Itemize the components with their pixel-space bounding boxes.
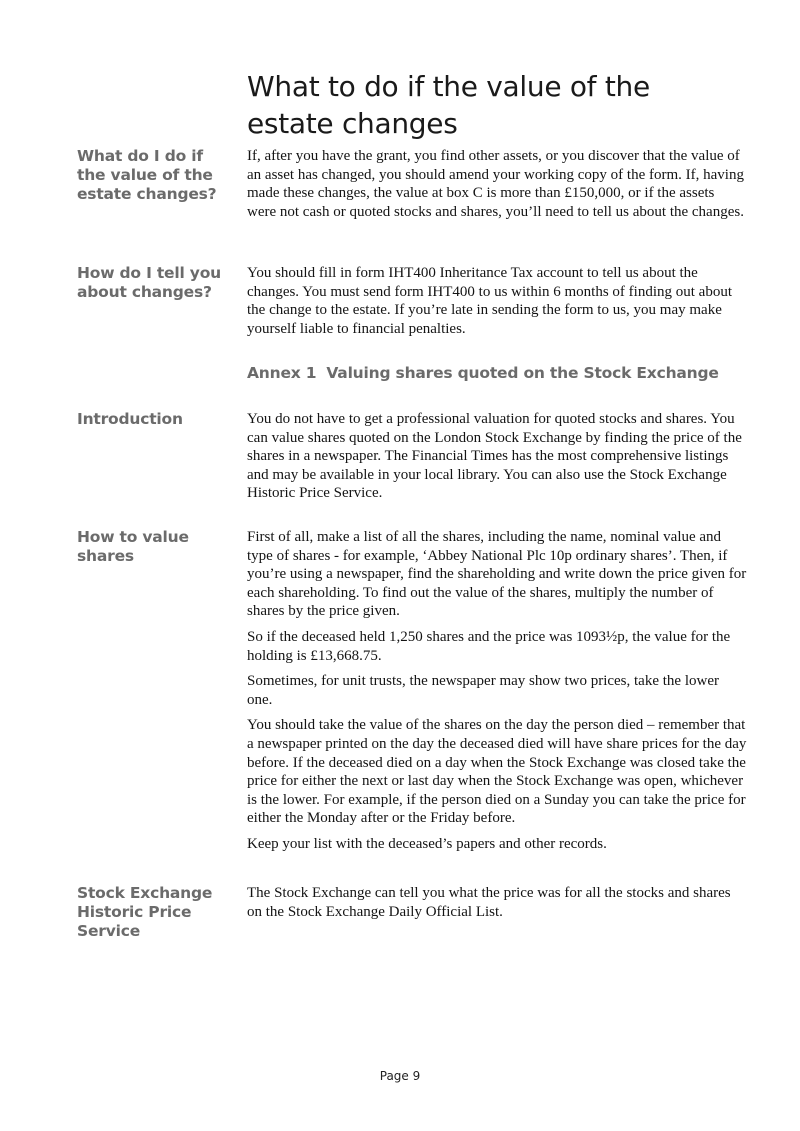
paragraph: First of all, make a list of all the shares, including the name, nominal value and type of shares - for example, ‘Abbey National Plc 10p ordinary shares’. Then, if you’re using a newspaper, find the shareholding and write down the price given for each shareholding. To find out the value of the shares, multiply the number of shares by the price given. <box>247 529 747 620</box>
page-title: What to do if the value of the estate changes <box>247 70 650 140</box>
section-heading-value-changes: What do I do if the value of the estate changes? <box>77 147 217 203</box>
annex-heading <box>247 363 719 383</box>
section-body-value-changes <box>247 147 747 228</box>
page-number: Page 9 <box>379 1069 421 1083</box>
annex-title: Valuing shares quoted on the Stock Exchange <box>326 364 719 382</box>
section-body-value-shares <box>247 528 747 861</box>
paragraph: Keep your list with the deceased’s papers and other records. <box>247 835 607 852</box>
paragraph: The Stock Exchange can tell you what the price was for all the stocks and shares on the Stock Exchange Daily Official List. <box>247 885 731 920</box>
section-heading-introduction: Introduction <box>77 410 183 428</box>
paragraph: You should take the value of the shares on the day the person died – remember that a newspaper printed on the day the deceased died will have share prices for the day before. If the deceased died on a day when the Stock Exchange was closed take the price for either the next or last day when the Stock Exchange was open, whichever is the lower. For example, if the person died on a Sunday you can take the price for either the Monday after or the Friday before. <box>247 717 747 827</box>
section-body-historic-price <box>247 884 747 928</box>
section-heading-historic-price: Stock Exchange Historic Price Service <box>77 884 213 940</box>
paragraph: Sometimes, for unit trusts, the newspaper may show two prices, take the lower one. <box>247 673 719 708</box>
paragraph: So if the deceased held 1,250 shares and the price was 1093½p, the value for the holding is £13,668.75. <box>247 628 731 664</box>
section-heading-value-shares: How to value shares <box>77 528 189 565</box>
paragraph: You should fill in form IHT400 Inheritance Tax account to tell us about the changes. You must send form IHT400 to us within 6 months of finding out about the change to the estate. If you’re late in sending the form to us, you may make yourself liable to financial penalties. <box>247 265 732 337</box>
section-heading-tell-changes: How do I tell you about changes? <box>77 264 221 301</box>
section-body-introduction <box>247 410 747 510</box>
annex-number: Annex 1 <box>247 364 317 382</box>
paragraph: You do not have to get a professional valuation for quoted stocks and shares. You can value shares quoted on the London Stock Exchange by finding the price of the shares in a newspaper. The Financial Times has the most comprehensive listings and may be available in your local library. You can also use the Stock Exchange Historic Price Service. <box>247 411 742 502</box>
paragraph: If, after you have the grant, you find other assets, or you discover that the value of an asset has changed, you should amend your working copy of the form. If, having made these changes, the value at box C is more than £150,000, or if the assets were not cash or quoted stocks and shares, you’ll need to tell us about the changes. <box>247 148 744 220</box>
section-body-tell-changes <box>247 264 747 345</box>
